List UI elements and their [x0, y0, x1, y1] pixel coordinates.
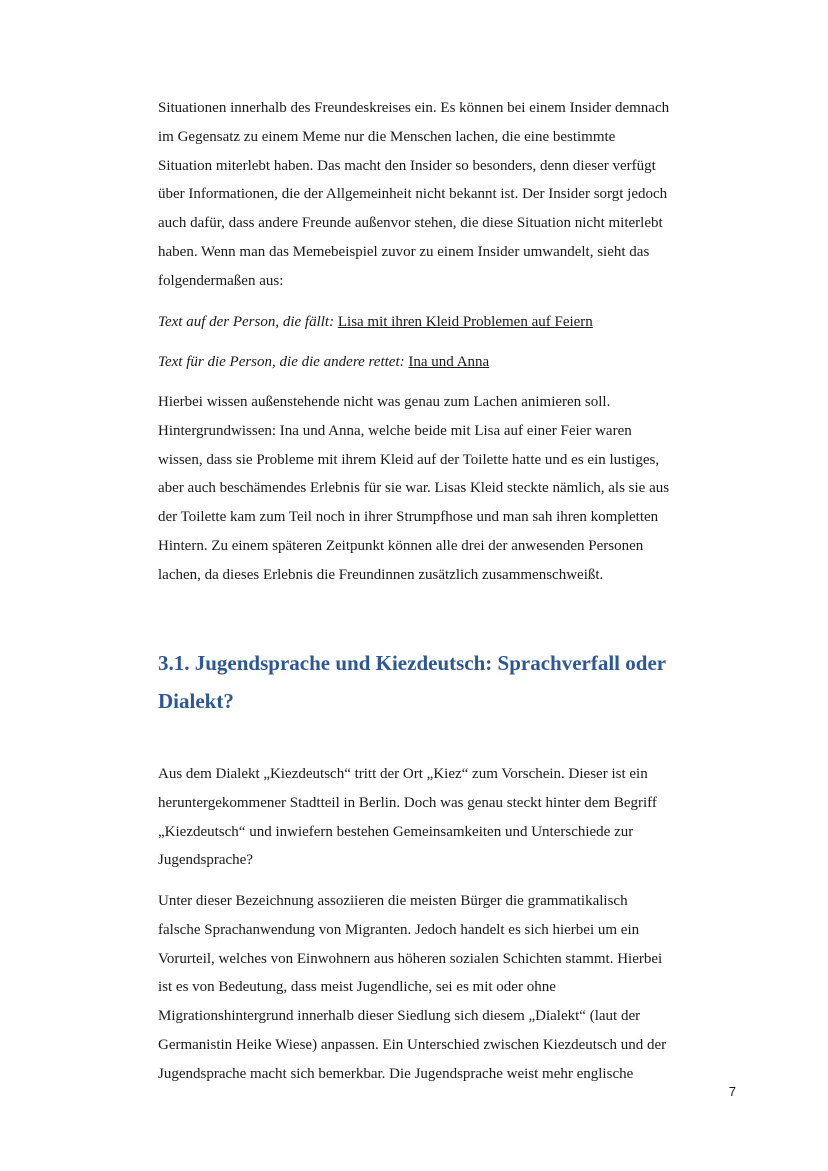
text-line: Aus dem Dialekt „Kiezdeutsch“ tritt der Ort „Kiez“ zum Vorschein. Dieser ist ein: [158, 766, 648, 782]
paragraph-text: [158, 94, 738, 296]
text-line: Germanistin Heike Wiese) anpassen. Ein Unterschied zwischen Kiezdeutsch und der: [158, 1036, 667, 1053]
text-line: Hintern. Zu einem späteren Zeitpunkt können alle drei der anwesenden Personen: [158, 537, 644, 554]
paragraph-text: [158, 887, 738, 1089]
text-line: haben. Wenn man das Memebeispiel zuvor zu einem Insider umwandelt, sieht das: [158, 243, 650, 260]
example-value: Lisa mit ihren Kleid Problemen auf Feiern: [337, 314, 593, 330]
example-label: Text auf der Person, die fällt:: [158, 314, 335, 330]
paragraph-text: [158, 760, 738, 875]
text-line: der Toilette kam zum Teil noch in ihrer Strumpfhose und man sah ihren kompletten: [158, 509, 659, 526]
text-line: „Kiezdeutsch“ und inwiefern bestehen Gemeinsamkeiten und Unterschiede zur: [158, 823, 634, 840]
paragraph-background: [158, 388, 738, 590]
paragraph-insider: [158, 94, 738, 296]
paragraph-kiezdeutsch-intro: [158, 760, 738, 875]
text-line: wissen, dass sie Probleme mit ihrem Kleid auf der Toilette hatte und es ein lustiges,: [158, 451, 660, 468]
heading-line: Dialekt?: [158, 689, 234, 713]
example-line-2: [158, 348, 738, 376]
text-line: falsche Sprachanwendung von Migranten. Jedoch handelt es sich hierbei um ein: [158, 921, 640, 938]
section-heading: [158, 644, 758, 720]
text-line: Situationen innerhalb des Freundeskreises ein. Es können bei einem Insider demnach: [158, 100, 670, 116]
text-line: Migrationshintergrund innerhalb dieser Siedlung sich diesem „Dialekt“ (laut der: [158, 1008, 641, 1025]
paragraph-text: [158, 388, 738, 590]
text-line: Hintergrundwissen: Ina und Anna, welche beide mit Lisa auf einer Feier waren: [158, 422, 632, 439]
example-line-1: [158, 308, 738, 336]
heading-line: 3.1. Jugendsprache und Kiezdeutsch: Sprachverfall oder: [158, 651, 667, 675]
text-line: Jugendsprache macht sich bemerkbar. Die Jugendsprache weist mehr englische: [158, 1065, 634, 1082]
text-line: Unter dieser Bezeichnung assoziieren die meisten Bürger die grammatikalisch: [158, 893, 628, 909]
text-line: Situation miterlebt haben. Das macht den Insider so besonders, denn dieser verfügt: [158, 157, 656, 174]
text-line: lachen, da dieses Erlebnis die Freundinnen zusätzlich zusammenschweißt.: [158, 566, 604, 583]
paragraph-kiezdeutsch-prejudice: [158, 887, 738, 1089]
text-line: über Informationen, die der Allgemeinheit nicht bekannt ist. Der Insider sorgt jedoch: [158, 186, 668, 203]
text-line: folgendermaßen aus:: [158, 272, 284, 289]
text-line: Hierbei wissen außenstehende nicht was genau zum Lachen animieren soll.: [158, 394, 611, 410]
text-line: Vorurteil, welches von Einwohnern aus höheren sozialen Schichten stammt. Hierbei: [158, 950, 663, 967]
text-line: im Gegensatz zu einem Meme nur die Menschen lachen, die eine bestimmte: [158, 128, 616, 145]
page-number: 7: [728, 1084, 736, 1099]
text-line: ist es von Bedeutung, dass meist Jugendliche, sei es mit oder ohne: [158, 979, 556, 996]
text-line: aber auch beschämendes Erlebnis für sie war. Lisas Kleid steckte nämlich, als sie aus: [158, 480, 670, 497]
text-line: heruntergekommener Stadtteil in Berlin. Doch was genau steckt hinter dem Begriff: [158, 794, 657, 811]
example-label: Text für die Person, die die andere rettet:: [158, 354, 405, 370]
example-value: Ina und Anna: [408, 354, 490, 370]
text-line: Jugendsprache?: [158, 852, 253, 869]
text-line: auch dafür, dass andere Freunde außenvor stehen, die diese Situation nicht miterlebt: [158, 215, 663, 232]
